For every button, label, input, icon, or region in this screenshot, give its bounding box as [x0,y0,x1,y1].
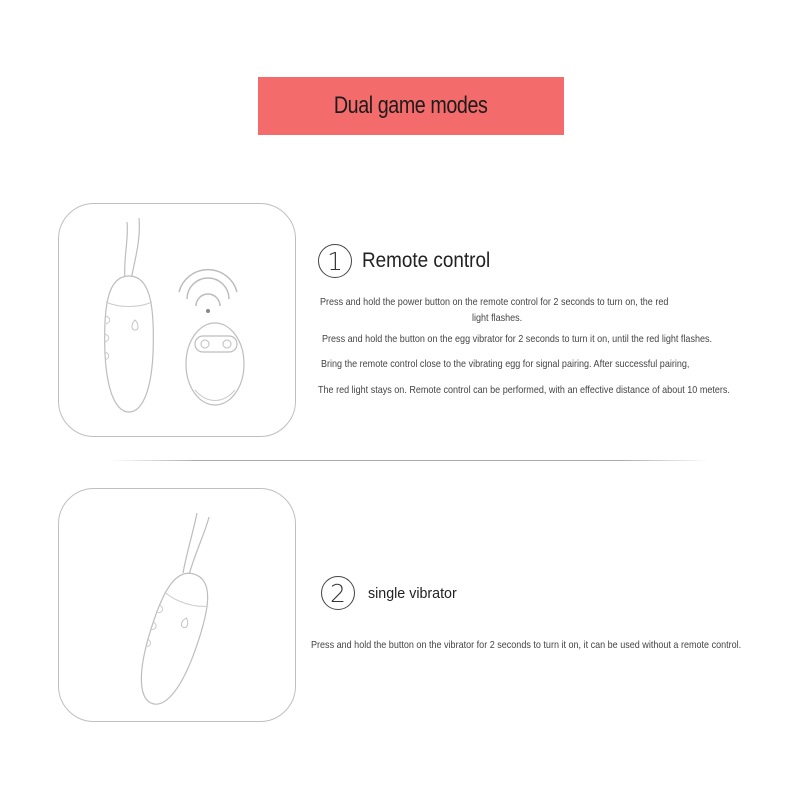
remote-control-icon [59,204,297,438]
step-number-2: 2 [321,576,355,610]
mode-title-single: single vibrator [368,584,457,602]
instruction-line: Bring the remote control close to the vibrating egg for signal pairing. After successful pairing, [321,358,690,370]
single-mode-illustration [58,488,296,722]
banner-title: Dual game modes [334,92,488,119]
remote-mode-illustration [58,203,296,437]
step-number-1: 1 [318,244,352,278]
instruction-line: The red light stays on. Remote control can be performed, with an effective distance of about 10 meters. [318,384,730,396]
instruction-line: Press and hold the power button on the remote control for 2 seconds to turn on, the red [320,296,669,308]
title-banner [258,77,564,135]
instruction-line: Press and hold the button on the egg vibrator for 2 seconds to turn it on, until the red light flashes. [322,333,713,345]
mode-heading-remote [318,244,504,278]
egg-vibrator-icon [59,489,297,723]
instruction-line: Press and hold the button on the vibrator for 2 seconds to turn it on, it can be used without a remote control. [311,639,742,651]
mode-heading-single [321,576,461,610]
section-divider [110,460,710,461]
instruction-line: light flashes. [472,312,523,324]
mode-title-remote: Remote control [362,249,491,272]
